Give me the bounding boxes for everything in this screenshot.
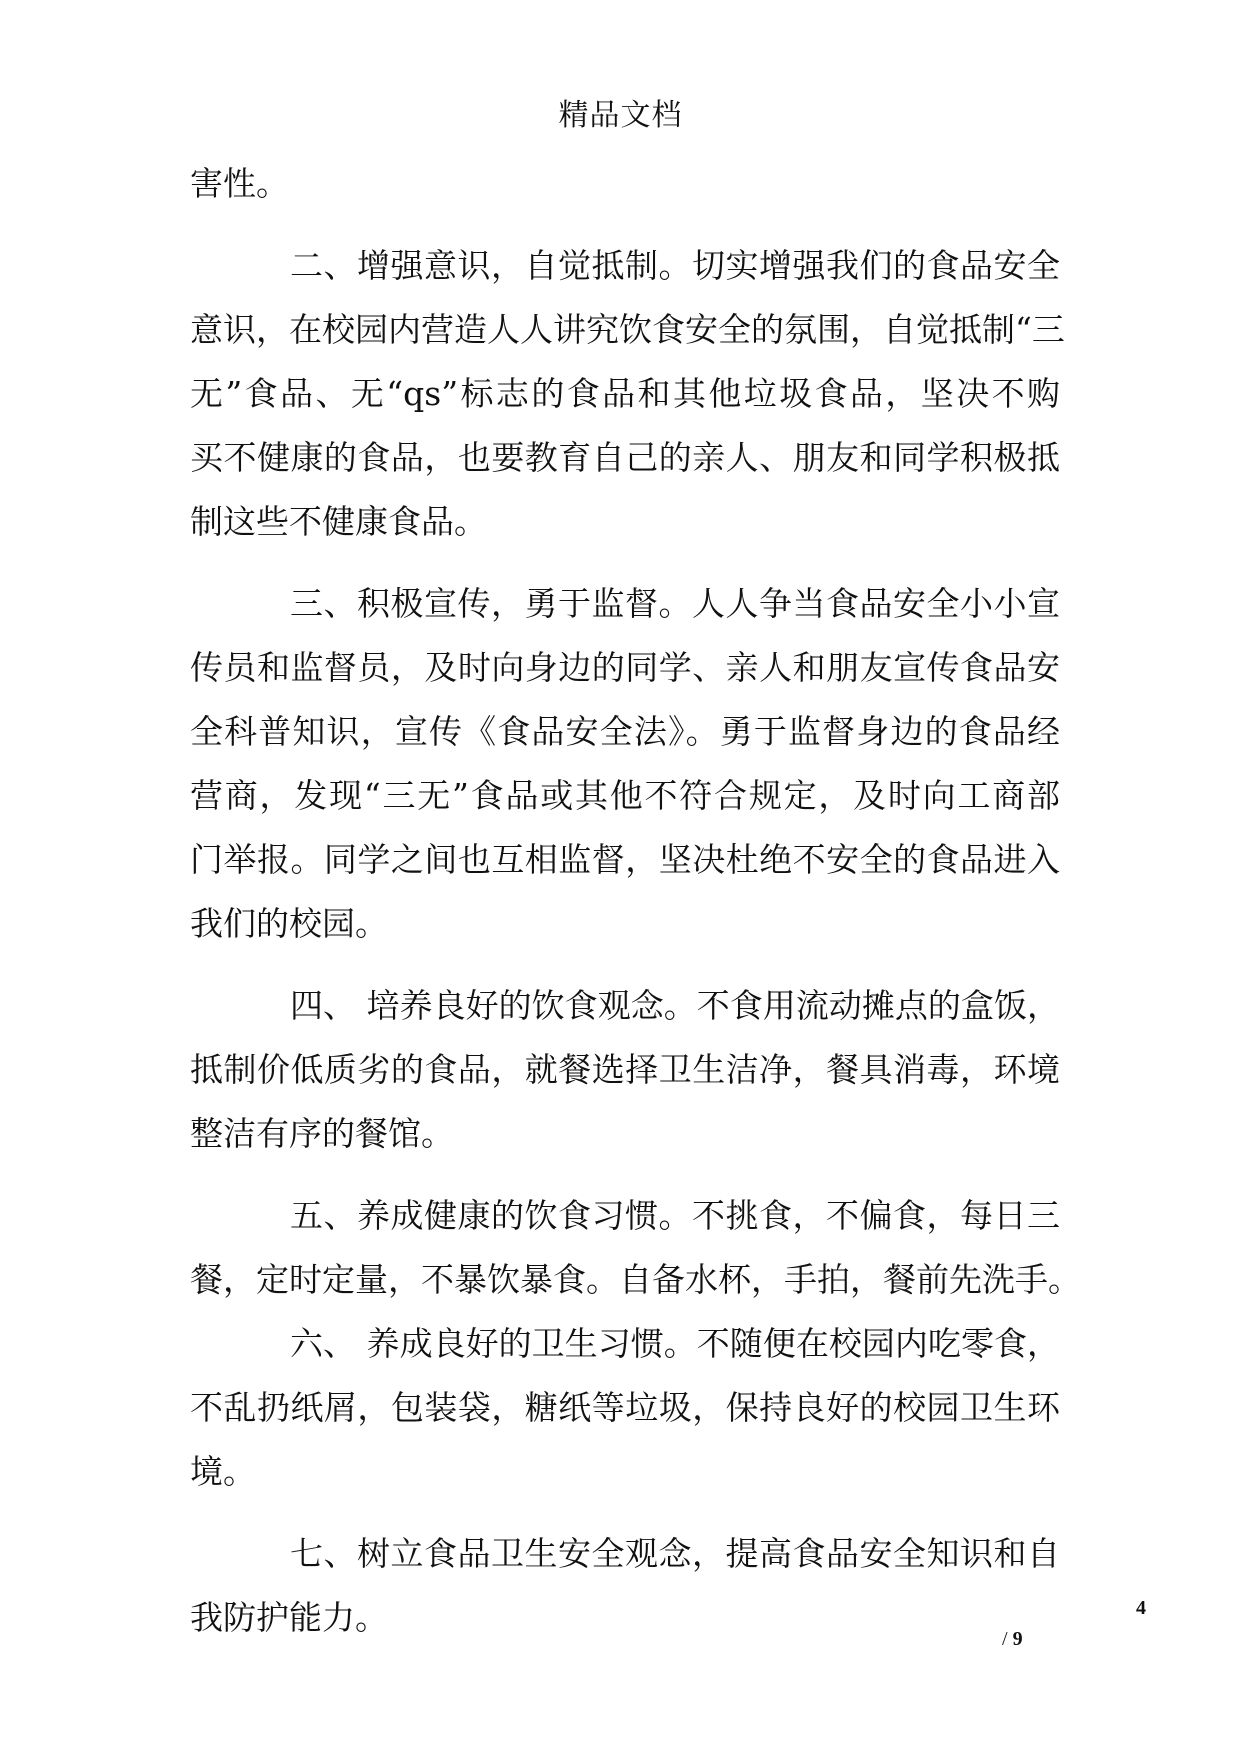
page-header-title: 精品文档	[558, 98, 683, 133]
text-line: 七、树立食品卫生安全观念，提高食品安全知识和自	[290, 1534, 1060, 1573]
page-number: 4	[1136, 1597, 1146, 1619]
page-total-number: 9	[1012, 1628, 1023, 1650]
text-line: 抵制价低质劣的食品，就餐选择卫生洁净，餐具消毒，环境	[190, 1050, 1060, 1089]
text-line: 五、养成健康的饮食习惯。不挑食，不偏食，每日三	[290, 1196, 1060, 1235]
page-total	[1002, 1628, 1023, 1651]
text-line: 我防护能力。	[190, 1598, 388, 1637]
text-line: 餐，定时定量，不暴饮暴食。自备水杯，手拍，餐前先洗手。	[190, 1260, 1081, 1299]
text-line: 四、 培养良好的饮食观念。不食用流动摊点的盒饭，	[290, 986, 1060, 1025]
text-line: 害性。	[190, 164, 289, 203]
text-line: 六、 养成良好的卫生习惯。不随便在校园内吃零食，	[290, 1324, 1060, 1363]
text-line: 整洁有序的餐馆。	[190, 1114, 454, 1153]
text-line: 我们的校园。	[190, 904, 388, 943]
document-body	[190, 152, 1081, 1650]
text-line: 制这些不健康食品。	[190, 502, 487, 541]
text-line: 不乱扔纸屑，包装袋，糖纸等垃圾，保持良好的校园卫生环	[190, 1388, 1060, 1427]
text-line: 传员和监督员，及时向身边的同学、亲人和朋友宣传食品安	[190, 648, 1060, 687]
page-separator: /	[1002, 1628, 1008, 1650]
text-line: 无”食品、无“qs”标志的食品和其他垃圾食品，坚决不购	[190, 374, 1060, 413]
text-line: 意识，在校园内营造人人讲究饮食安全的氛围，自觉抵制“三	[190, 310, 1065, 349]
text-line: 二、增强意识，自觉抵制。切实增强我们的食品安全	[290, 246, 1060, 285]
text-line: 三、积极宣传，勇于监督。人人争当食品安全小小宣	[290, 584, 1060, 623]
text-line: 门举报。同学之间也互相监督，坚决杜绝不安全的食品进入	[190, 840, 1060, 879]
text-line: 全科普知识，宣传《食品安全法》。勇于监督身边的食品经	[190, 712, 1060, 751]
text-line: 营商，发现“三无”食品或其他不符合规定，及时向工商部	[190, 776, 1060, 815]
text-line: 境。	[190, 1452, 256, 1491]
text-line: 买不健康的食品，也要教育自己的亲人、朋友和同学积极抵	[190, 438, 1060, 477]
